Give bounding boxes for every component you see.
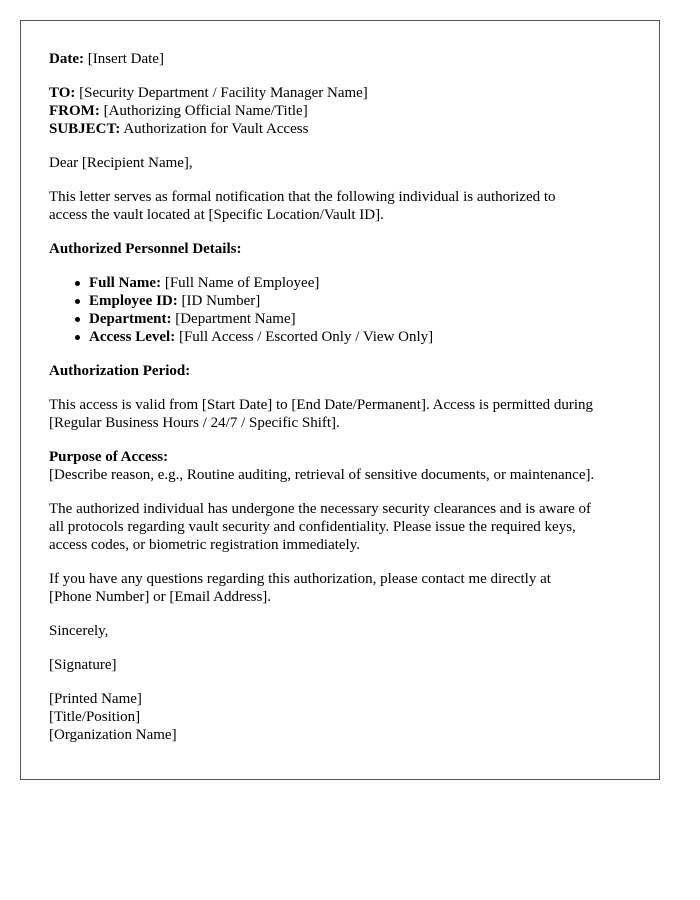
employee-id-value: [ID Number] — [177, 293, 261, 309]
personnel-details-list — [49, 274, 631, 346]
department-value: [Department Name] — [171, 311, 296, 327]
period-line-2: [Regular Business Hours / 24/7 / Specific Shift]. — [49, 415, 340, 431]
sign-off-block — [49, 690, 631, 744]
closing: Sincerely, — [49, 623, 109, 639]
intro-line-2: access the vault located at [Specific Location/Vault ID]. — [49, 207, 384, 223]
to-value: [Security Department / Facility Manager Name] — [75, 85, 368, 101]
purpose-heading-text: Purpose of Access: — [49, 449, 169, 465]
full-name-value: [Full Name of Employee] — [161, 275, 320, 291]
header-block — [49, 84, 631, 138]
from-value: [Authorizing Official Name/Title] — [99, 103, 308, 119]
signature-placeholder: [Signature] — [49, 657, 117, 673]
period-line-1: This access is valid from [Start Date] to [End Date/Permanent]. Access is permitted during — [49, 397, 594, 413]
list-item-access-level — [89, 328, 631, 346]
date-value: [Insert Date] — [83, 51, 164, 67]
intro-paragraph — [49, 188, 631, 224]
period-paragraph — [49, 396, 631, 432]
contact-paragraph — [49, 570, 631, 606]
full-name-label: Full Name: — [89, 275, 162, 291]
purpose-text: [Describe reason, e.g., Routine auditing, retrieval of sensitive documents, or maintenance]. — [49, 467, 595, 483]
period-heading — [49, 362, 631, 380]
employee-id-label: Employee ID: — [89, 293, 178, 309]
to-label: TO: — [49, 85, 76, 101]
access-level-value: [Full Access / Escorted Only / View Only] — [175, 329, 434, 345]
access-level-label: Access Level: — [89, 329, 176, 345]
subject-value: Authorization for Vault Access — [120, 121, 309, 137]
personnel-heading-text: Authorized Personnel Details: — [49, 241, 242, 257]
from-line — [49, 102, 631, 120]
department-label: Department: — [89, 311, 172, 327]
list-item-employee-id — [89, 292, 631, 310]
title-position: [Title/Position] — [49, 709, 141, 725]
date-label: Date: — [49, 51, 84, 67]
letter-page — [20, 20, 660, 780]
salutation: Dear [Recipient Name], — [49, 155, 193, 171]
purpose-heading — [49, 448, 631, 466]
clearance-line-3: access codes, or biometric registration immediately. — [49, 537, 361, 553]
date-line — [49, 50, 631, 68]
organization-name: [Organization Name] — [49, 727, 177, 743]
subject-label: SUBJECT: — [49, 121, 121, 137]
printed-name: [Printed Name] — [49, 691, 142, 707]
list-item-department — [89, 310, 631, 328]
clearance-paragraph — [49, 500, 631, 554]
list-item-full-name — [89, 274, 631, 292]
clearance-line-1: The authorized individual has undergone the necessary security clearances and is aware of — [49, 501, 591, 517]
intro-line-1: This letter serves as formal notification that the following individual is authorized to — [49, 189, 556, 205]
purpose-section — [49, 448, 631, 484]
personnel-heading — [49, 240, 631, 258]
from-label: FROM: — [49, 103, 100, 119]
period-heading-text: Authorization Period: — [49, 363, 191, 379]
subject-line — [49, 120, 631, 138]
contact-line-1: If you have any questions regarding this authorization, please contact me directly at — [49, 571, 551, 587]
to-line — [49, 84, 631, 102]
clearance-line-2: all protocols regarding vault security and confidentiality. Please issue the required keys, — [49, 519, 576, 535]
contact-line-2: [Phone Number] or [Email Address]. — [49, 589, 272, 605]
